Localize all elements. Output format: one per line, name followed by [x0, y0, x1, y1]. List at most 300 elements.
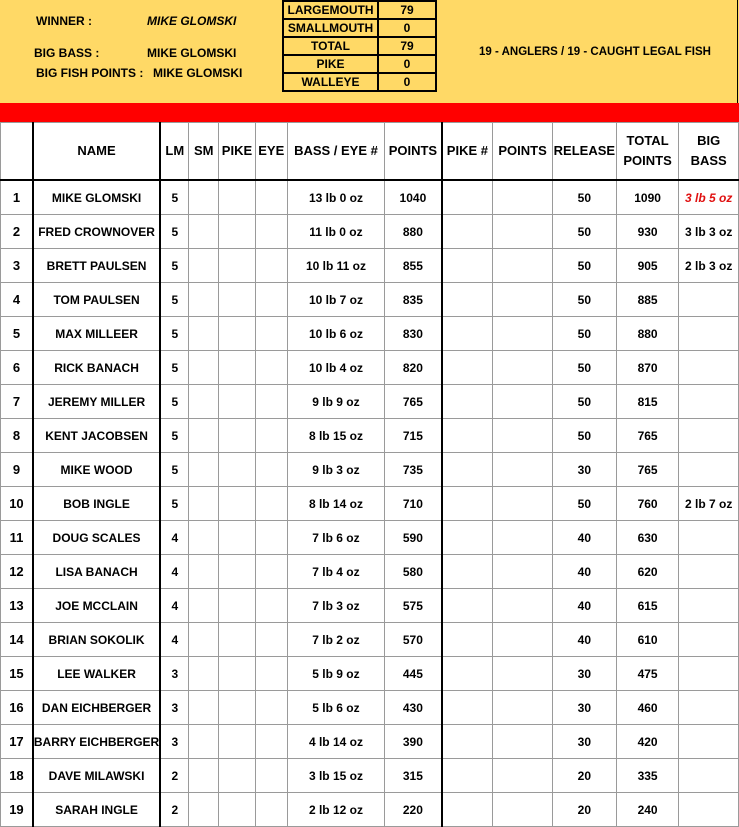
eye-cell: [255, 283, 287, 317]
big-bass-cell: [679, 589, 739, 623]
pike-cell: [219, 657, 256, 691]
name-cell: SARAH INGLE: [33, 793, 160, 827]
big-bass-cell: [679, 419, 739, 453]
weight-cell: 2 lb 12 oz: [287, 793, 385, 827]
pike-weight-cell: [442, 555, 493, 589]
weight-cell: 10 lb 7 oz: [287, 283, 385, 317]
release-cell: 50: [552, 419, 616, 453]
lm-cell: 5: [160, 317, 189, 351]
points-cell: 715: [385, 419, 442, 453]
table-row: [1, 249, 739, 283]
big-bass-cell: [679, 623, 739, 657]
eye-cell: [255, 521, 287, 555]
sm-cell: [189, 521, 219, 555]
pike-cell: [219, 351, 256, 385]
table-row: [1, 283, 739, 317]
release-cell: 50: [552, 215, 616, 249]
pike-points-cell: [493, 419, 553, 453]
pike-weight-cell: [442, 725, 493, 759]
total-cell: 240: [616, 793, 679, 827]
place-cell: 14: [1, 623, 33, 657]
place-cell: 3: [1, 249, 33, 283]
pike-points-cell: [493, 249, 553, 283]
name-cell: MIKE WOOD: [33, 453, 160, 487]
place-cell: 2: [1, 215, 33, 249]
big-bass-cell: [679, 453, 739, 487]
table-row: [1, 589, 739, 623]
pike-weight-cell: [442, 385, 493, 419]
table-row: [1, 317, 739, 351]
release-cell: 50: [552, 317, 616, 351]
summary-value: 0: [378, 55, 436, 73]
total-cell: 765: [616, 453, 679, 487]
name-cell: BRIAN SOKOLIK: [33, 623, 160, 657]
weight-cell: 8 lb 15 oz: [287, 419, 385, 453]
weight-cell: 8 lb 14 oz: [287, 487, 385, 521]
total-cell: 615: [616, 589, 679, 623]
sm-cell: [189, 657, 219, 691]
table-row: [1, 555, 739, 589]
pike-weight-cell: [442, 521, 493, 555]
pike-weight-cell: [442, 419, 493, 453]
name-cell: LEE WALKER: [33, 657, 160, 691]
sm-cell: [189, 691, 219, 725]
big-bass-cell: [679, 691, 739, 725]
pike-weight-cell: [442, 453, 493, 487]
pike-weight-cell: [442, 623, 493, 657]
place-cell: 4: [1, 283, 33, 317]
release-cell: 30: [552, 725, 616, 759]
eye-cell: [255, 180, 287, 215]
column-header: EYE: [255, 123, 287, 181]
eye-cell: [255, 657, 287, 691]
lm-cell: 3: [160, 657, 189, 691]
summary-label: PIKE: [283, 55, 378, 73]
pike-cell: [219, 419, 256, 453]
pike-cell: [219, 453, 256, 487]
name-cell: BRETT PAULSEN: [33, 249, 160, 283]
big-bass-name: MIKE GLOMSKI: [147, 46, 237, 60]
table-row: [1, 215, 739, 249]
big-bass-cell: [679, 725, 739, 759]
sm-cell: [189, 419, 219, 453]
big-bass-cell: [679, 351, 739, 385]
eye-cell: [255, 623, 287, 657]
points-cell: 580: [385, 555, 442, 589]
lm-cell: 5: [160, 487, 189, 521]
pike-points-cell: [493, 521, 553, 555]
pike-weight-cell: [442, 793, 493, 827]
column-header: TOTAL POINTS: [616, 123, 679, 181]
sm-cell: [189, 487, 219, 521]
column-header: RELEASE: [552, 123, 616, 181]
points-cell: 390: [385, 725, 442, 759]
eye-cell: [255, 487, 287, 521]
table-row: [1, 419, 739, 453]
sm-cell: [189, 555, 219, 589]
column-header: PIKE #: [442, 123, 493, 181]
column-header: [1, 123, 33, 181]
big-bass-cell: 2 lb 7 oz: [679, 487, 739, 521]
total-cell: 460: [616, 691, 679, 725]
release-cell: 50: [552, 351, 616, 385]
release-cell: 50: [552, 487, 616, 521]
big-bass-cell: [679, 793, 739, 827]
table-row: [1, 725, 739, 759]
column-header: PIKE: [219, 123, 256, 181]
place-cell: 5: [1, 317, 33, 351]
points-cell: 765: [385, 385, 442, 419]
name-cell: LISA BANACH: [33, 555, 160, 589]
column-header: POINTS: [385, 123, 442, 181]
lm-cell: 3: [160, 725, 189, 759]
place-cell: 15: [1, 657, 33, 691]
lm-cell: 4: [160, 521, 189, 555]
table-row: [1, 759, 739, 793]
table-row: [1, 657, 739, 691]
pike-weight-cell: [442, 759, 493, 793]
eye-cell: [255, 453, 287, 487]
big-bass-cell: [679, 521, 739, 555]
points-cell: 575: [385, 589, 442, 623]
eye-cell: [255, 317, 287, 351]
points-cell: 315: [385, 759, 442, 793]
summary-row: [283, 19, 436, 37]
total-cell: 335: [616, 759, 679, 793]
column-header: BIG BASS: [679, 123, 739, 181]
place-cell: 16: [1, 691, 33, 725]
eye-cell: [255, 589, 287, 623]
lm-cell: 4: [160, 555, 189, 589]
weight-cell: 5 lb 6 oz: [287, 691, 385, 725]
points-cell: 880: [385, 215, 442, 249]
name-cell: JOE MCCLAIN: [33, 589, 160, 623]
sm-cell: [189, 385, 219, 419]
pike-points-cell: [493, 283, 553, 317]
pike-weight-cell: [442, 215, 493, 249]
name-cell: RICK BANACH: [33, 351, 160, 385]
weight-cell: 7 lb 4 oz: [287, 555, 385, 589]
pike-weight-cell: [442, 180, 493, 215]
big-bass-cell: [679, 385, 739, 419]
pike-points-cell: [493, 215, 553, 249]
name-cell: TOM PAULSEN: [33, 283, 160, 317]
total-cell: 620: [616, 555, 679, 589]
pike-cell: [219, 793, 256, 827]
lm-cell: 5: [160, 385, 189, 419]
sm-cell: [189, 351, 219, 385]
pike-cell: [219, 725, 256, 759]
pike-cell: [219, 623, 256, 657]
weight-cell: 9 lb 9 oz: [287, 385, 385, 419]
table-row: [1, 487, 739, 521]
total-cell: 610: [616, 623, 679, 657]
winner-name: MIKE GLOMSKI: [147, 14, 237, 28]
column-header: BASS / EYE #: [287, 123, 385, 181]
place-cell: 18: [1, 759, 33, 793]
pike-weight-cell: [442, 657, 493, 691]
place-cell: 8: [1, 419, 33, 453]
release-cell: 30: [552, 691, 616, 725]
place-cell: 6: [1, 351, 33, 385]
weight-cell: 13 lb 0 oz: [287, 180, 385, 215]
sm-cell: [189, 180, 219, 215]
points-cell: 735: [385, 453, 442, 487]
name-cell: DAN EICHBERGER: [33, 691, 160, 725]
pike-cell: [219, 759, 256, 793]
pike-cell: [219, 555, 256, 589]
eye-cell: [255, 555, 287, 589]
place-cell: 9: [1, 453, 33, 487]
place-cell: 12: [1, 555, 33, 589]
pike-cell: [219, 215, 256, 249]
eye-cell: [255, 691, 287, 725]
pike-weight-cell: [442, 589, 493, 623]
pike-cell: [219, 283, 256, 317]
table-row: [1, 351, 739, 385]
points-cell: 1040: [385, 180, 442, 215]
eye-cell: [255, 759, 287, 793]
sm-cell: [189, 249, 219, 283]
big-fish-points-name: MIKE GLOMSKI: [153, 66, 243, 80]
big-bass-cell: [679, 317, 739, 351]
name-cell: MAX MILLEER: [33, 317, 160, 351]
lm-cell: 3: [160, 691, 189, 725]
lm-cell: 5: [160, 453, 189, 487]
summary-label: SMALLMOUTH: [283, 19, 378, 37]
lm-cell: 4: [160, 623, 189, 657]
total-cell: 880: [616, 317, 679, 351]
big-fish-points-label: BIG FISH POINTS :: [36, 66, 144, 80]
lm-cell: 5: [160, 283, 189, 317]
total-cell: 630: [616, 521, 679, 555]
eye-cell: [255, 793, 287, 827]
points-cell: 710: [385, 487, 442, 521]
table-row: [1, 453, 739, 487]
column-header: SM: [189, 123, 219, 181]
divider: [737, 0, 738, 103]
eye-cell: [255, 725, 287, 759]
pike-points-cell: [493, 180, 553, 215]
pike-weight-cell: [442, 283, 493, 317]
name-cell: DOUG SCALES: [33, 521, 160, 555]
place-cell: 11: [1, 521, 33, 555]
release-cell: 40: [552, 623, 616, 657]
release-cell: 40: [552, 555, 616, 589]
total-cell: 475: [616, 657, 679, 691]
release-cell: 30: [552, 657, 616, 691]
table-row: [1, 793, 739, 827]
sm-cell: [189, 725, 219, 759]
table-row: [1, 385, 739, 419]
place-cell: 1: [1, 180, 33, 215]
sm-cell: [189, 623, 219, 657]
lm-cell: 5: [160, 180, 189, 215]
points-cell: 830: [385, 317, 442, 351]
eye-cell: [255, 215, 287, 249]
points-cell: 445: [385, 657, 442, 691]
pike-weight-cell: [442, 487, 493, 521]
weight-cell: 3 lb 15 oz: [287, 759, 385, 793]
summary-value: 79: [378, 1, 436, 19]
column-header: NAME: [33, 123, 160, 181]
pike-weight-cell: [442, 351, 493, 385]
big-bass-cell: 3 lb 3 oz: [679, 215, 739, 249]
total-cell: 815: [616, 385, 679, 419]
total-cell: 885: [616, 283, 679, 317]
sm-cell: [189, 317, 219, 351]
eye-cell: [255, 249, 287, 283]
release-cell: 40: [552, 521, 616, 555]
release-cell: 50: [552, 283, 616, 317]
pike-cell: [219, 691, 256, 725]
place-cell: 19: [1, 793, 33, 827]
column-header: LM: [160, 123, 189, 181]
lm-cell: 2: [160, 793, 189, 827]
sm-cell: [189, 453, 219, 487]
pike-points-cell: [493, 793, 553, 827]
table-row: [1, 180, 739, 215]
weight-cell: 9 lb 3 oz: [287, 453, 385, 487]
points-cell: 820: [385, 351, 442, 385]
column-header: POINTS: [493, 123, 553, 181]
pike-points-cell: [493, 657, 553, 691]
pike-points-cell: [493, 725, 553, 759]
summary-header: [0, 0, 739, 103]
lm-cell: 5: [160, 215, 189, 249]
big-bass-cell: 2 lb 3 oz: [679, 249, 739, 283]
total-cell: 420: [616, 725, 679, 759]
points-cell: 430: [385, 691, 442, 725]
summary-label: LARGEMOUTH: [283, 1, 378, 19]
place-cell: 13: [1, 589, 33, 623]
place-cell: 10: [1, 487, 33, 521]
place-cell: 17: [1, 725, 33, 759]
release-cell: 20: [552, 759, 616, 793]
place-cell: 7: [1, 385, 33, 419]
big-bass-cell: [679, 759, 739, 793]
sm-cell: [189, 589, 219, 623]
weight-cell: 5 lb 9 oz: [287, 657, 385, 691]
sm-cell: [189, 215, 219, 249]
eye-cell: [255, 419, 287, 453]
table-row: [1, 521, 739, 555]
pike-cell: [219, 487, 256, 521]
pike-points-cell: [493, 589, 553, 623]
lm-cell: 4: [160, 589, 189, 623]
table-row: [1, 691, 739, 725]
name-cell: DAVE MILAWSKI: [33, 759, 160, 793]
sm-cell: [189, 793, 219, 827]
pike-weight-cell: [442, 691, 493, 725]
pike-cell: [219, 521, 256, 555]
pike-points-cell: [493, 351, 553, 385]
pike-cell: [219, 317, 256, 351]
species-summary-table: [282, 0, 437, 92]
release-cell: 50: [552, 385, 616, 419]
release-cell: 20: [552, 793, 616, 827]
pike-points-cell: [493, 385, 553, 419]
weight-cell: 11 lb 0 oz: [287, 215, 385, 249]
total-cell: 905: [616, 249, 679, 283]
summary-label: TOTAL: [283, 37, 378, 55]
total-cell: 930: [616, 215, 679, 249]
anglers-note: 19 - ANGLERS / 19 - CAUGHT LEGAL FISH: [479, 46, 711, 58]
weight-cell: 4 lb 14 oz: [287, 725, 385, 759]
pike-cell: [219, 180, 256, 215]
points-cell: 855: [385, 249, 442, 283]
lm-cell: 5: [160, 351, 189, 385]
lm-cell: 2: [160, 759, 189, 793]
release-cell: 50: [552, 180, 616, 215]
weight-cell: 7 lb 6 oz: [287, 521, 385, 555]
name-cell: BARRY EICHBERGER: [33, 725, 160, 759]
sm-cell: [189, 759, 219, 793]
points-cell: 220: [385, 793, 442, 827]
pike-points-cell: [493, 623, 553, 657]
points-cell: 835: [385, 283, 442, 317]
big-bass-cell: 3 lb 5 oz: [679, 180, 739, 215]
weight-cell: 10 lb 6 oz: [287, 317, 385, 351]
name-cell: BOB INGLE: [33, 487, 160, 521]
summary-row: [283, 55, 436, 73]
summary-row: [283, 73, 436, 91]
big-bass-label: BIG BASS :: [34, 46, 100, 60]
summary-value: 0: [378, 73, 436, 91]
pike-weight-cell: [442, 249, 493, 283]
points-cell: 590: [385, 521, 442, 555]
pike-points-cell: [493, 691, 553, 725]
name-cell: MIKE GLOMSKI: [33, 180, 160, 215]
lm-cell: 5: [160, 419, 189, 453]
name-cell: JEREMY MILLER: [33, 385, 160, 419]
release-cell: 50: [552, 249, 616, 283]
total-cell: 1090: [616, 180, 679, 215]
release-cell: 40: [552, 589, 616, 623]
total-cell: 870: [616, 351, 679, 385]
summary-value: 0: [378, 19, 436, 37]
table-row: [1, 623, 739, 657]
pike-points-cell: [493, 487, 553, 521]
total-cell: 760: [616, 487, 679, 521]
pike-points-cell: [493, 759, 553, 793]
name-cell: KENT JACOBSEN: [33, 419, 160, 453]
results-table: [0, 122, 739, 827]
release-cell: 30: [552, 453, 616, 487]
weight-cell: 10 lb 4 oz: [287, 351, 385, 385]
big-bass-cell: [679, 555, 739, 589]
weight-cell: 10 lb 11 oz: [287, 249, 385, 283]
summary-value: 79: [378, 37, 436, 55]
pike-cell: [219, 249, 256, 283]
red-divider-bar: [0, 103, 739, 122]
summary-row: [283, 37, 436, 55]
sm-cell: [189, 283, 219, 317]
lm-cell: 5: [160, 249, 189, 283]
weight-cell: 7 lb 3 oz: [287, 589, 385, 623]
pike-weight-cell: [442, 317, 493, 351]
pike-points-cell: [493, 555, 553, 589]
summary-row: [283, 1, 436, 19]
pike-cell: [219, 385, 256, 419]
total-cell: 765: [616, 419, 679, 453]
winner-label: WINNER :: [36, 14, 92, 28]
eye-cell: [255, 385, 287, 419]
weight-cell: 7 lb 2 oz: [287, 623, 385, 657]
pike-cell: [219, 589, 256, 623]
summary-label: WALLEYE: [283, 73, 378, 91]
big-bass-cell: [679, 657, 739, 691]
